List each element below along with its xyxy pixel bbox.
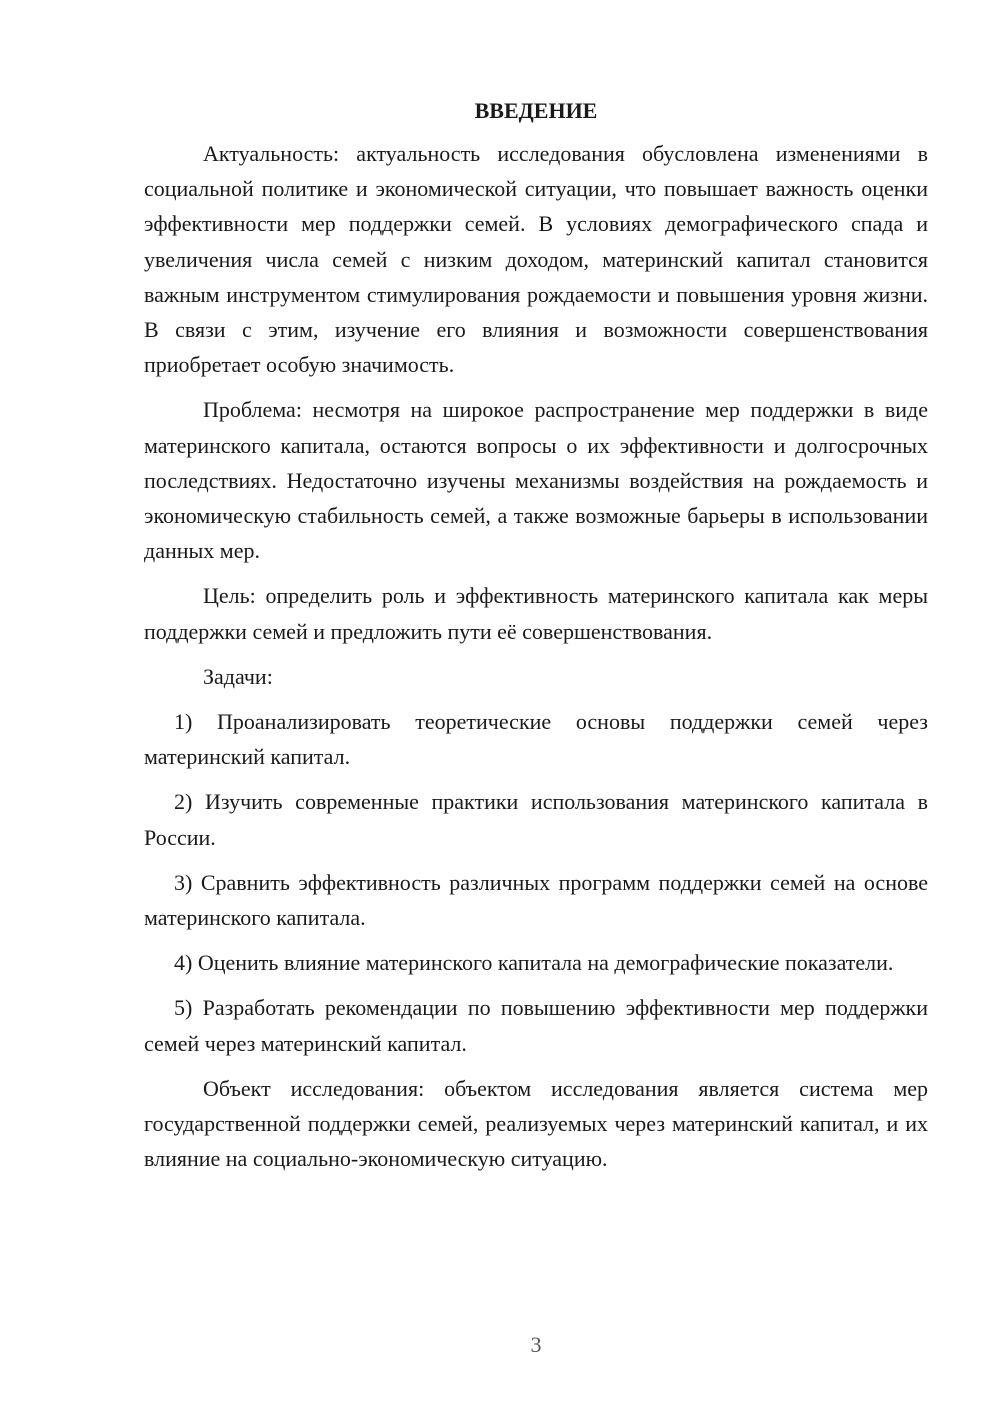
task-item: 3) Сравнить эффективность различных программ поддержки семей на основе материнского капитала. bbox=[144, 869, 928, 931]
goal-paragraph: Цель: определить роль и эффективность материнского капитала как меры поддержки семей и предложить пути её совершенствования. bbox=[144, 583, 928, 644]
document-body bbox=[144, 96, 928, 1186]
tasks-label: Задачи: bbox=[203, 663, 273, 689]
problem-paragraph: Проблема: несмотря на широкое распространение мер поддержки в виде материнского капитала, остаются вопросы о их эффективности и долгосрочных последствиях. Недостаточно изучены механизмы воздействия на рождаемость и экономическую стабильность семей, а также возможные барьеры в использовании данных мер. bbox=[144, 397, 928, 564]
relevance-paragraph: Актуальность: актуальность исследования обусловлена изменениями в социальной политике и экономической ситуации, что повышает важность оценки эффективности мер поддержки семей. В условиях демографического спада и увеличения числа семей с низким доходом, материнский капитал становится важным инструментом стимулирования рождаемости и повышения уровня жизни. В связи с этим, изучение его влияния и возможности совершенствования приобретает особую значимость. bbox=[144, 141, 928, 378]
task-item: 1) Проанализировать теоретические основы поддержки семей через материнский капитал. bbox=[144, 709, 928, 770]
task-item: 4) Оценить влияние материнского капитала на демографические показатели. bbox=[174, 950, 894, 976]
section-heading: ВВЕДЕНИЕ bbox=[474, 98, 598, 123]
page-number: 3 bbox=[530, 1332, 542, 1357]
task-item: 2) Изучить современные практики использования материнского капитала в России. bbox=[144, 789, 928, 850]
object-paragraph: Объект исследования: объектом исследования является система мер государственной поддержки семей, реализуемых через материнский капитал, и их влияние на социально-экономическую ситуацию. bbox=[144, 1075, 928, 1172]
task-item: 5) Разработать рекомендации по повышению эффективности мер поддержки семей через материнский капитал. bbox=[144, 995, 928, 1056]
